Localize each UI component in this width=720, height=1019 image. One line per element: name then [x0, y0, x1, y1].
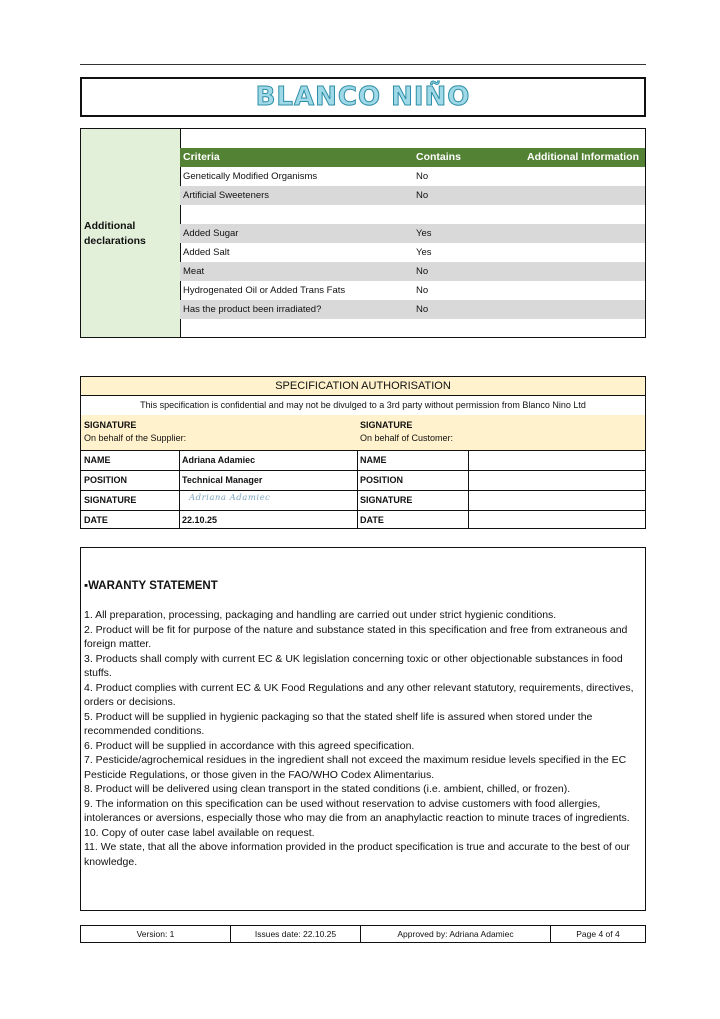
table-row — [180, 300, 645, 319]
contains-cell: No — [416, 190, 429, 201]
criteria-cell: Meat — [183, 266, 205, 277]
contains-cell: No — [416, 304, 429, 315]
customer-signature-subheading: On behalf of Customer: — [360, 433, 454, 443]
customer-position-label: POSITION — [360, 475, 404, 485]
declarations-table — [80, 128, 646, 338]
table-row — [180, 205, 645, 224]
list-item: 7. Pesticide/agrochemical residues in the ingredient shall not exceed the maximum residue levels specified in the EC Pesticide Regulations, or those given in the FAO/WHO Codex Alimentarius. — [84, 754, 627, 781]
table-row — [180, 262, 645, 281]
customer-name-label: NAME — [360, 455, 387, 465]
supplier-signature-header — [81, 415, 358, 451]
grid-divider — [468, 451, 469, 529]
criteria-cell: Genetically Modified Organisms — [183, 171, 318, 182]
contains-cell: No — [416, 171, 429, 182]
supplier-signature-label: SIGNATURE — [84, 495, 137, 505]
customer-signature-field[interactable] — [468, 491, 645, 510]
criteria-header: Criteria — [183, 151, 220, 163]
date-row — [81, 511, 645, 530]
customer-signature-header — [357, 415, 645, 451]
table-row — [180, 224, 645, 243]
table-row — [180, 243, 645, 262]
position-row — [81, 471, 645, 491]
grid-divider — [179, 451, 180, 529]
customer-signature-heading: SIGNATURE — [360, 420, 413, 430]
supplier-signature-heading: SIGNATURE — [84, 420, 137, 430]
authorisation-table — [80, 376, 646, 529]
customer-name-field[interactable] — [468, 451, 645, 470]
footer-approved-by: Approved by: Adriana Adamiec — [360, 926, 550, 942]
supplier-date-value: 22.10.25 — [182, 515, 218, 525]
supplier-position-label: POSITION — [84, 475, 128, 485]
supplier-signature-value — [179, 491, 357, 510]
customer-signature-label: SIGNATURE — [360, 495, 413, 505]
list-item: 10. Copy of outer case label available on request. — [84, 826, 315, 839]
contains-cell: Yes — [416, 247, 432, 258]
brand-logo: BLANCO NIÑO — [255, 82, 471, 112]
supplier-name-label: NAME — [84, 455, 111, 465]
footer-issue-date: Issues date: 22.10.25 — [230, 926, 360, 942]
contains-cell: No — [416, 285, 429, 296]
supplier-date-label: DATE — [84, 515, 108, 525]
contains-cell: Yes — [416, 228, 432, 239]
handwritten-signature: Adriana Adamiec — [189, 493, 271, 503]
logo-banner — [80, 77, 646, 117]
contains-header: Contains — [416, 151, 461, 163]
info-header: Additional Information — [527, 151, 639, 163]
list-item: 9. The information on this specification can be used without reservation to advise customers with food allergies, intolerances or aversions, especially those who may die from an anaphylactic reaction to minute traces of ingredients. — [84, 797, 630, 824]
grid-divider — [357, 451, 358, 529]
page-footer — [80, 925, 646, 943]
criteria-header-row — [180, 148, 645, 167]
name-row — [81, 451, 645, 471]
footer-page-number: Page 4 of 4 — [550, 926, 645, 942]
table-row — [180, 186, 645, 205]
list-item: 3. Products shall comply with current EC & UK legislation concerning toxic or other objectionable substances in food stuffs. — [84, 652, 623, 679]
declarations-section-label: Additional declarations — [81, 129, 181, 337]
customer-date-label: DATE — [360, 515, 384, 525]
warranty-statement-box — [80, 547, 646, 911]
criteria-cell: Hydrogenated Oil or Added Trans Fats — [183, 285, 346, 296]
confidential-notice: This specification is confidential and may not be divulged to a 3rd party without permission from Blanco Nino Ltd — [81, 395, 645, 416]
top-rule — [80, 64, 646, 65]
list-item: 1. All preparation, processing, packaging and handling are carried out under strict hygienic conditions. — [84, 609, 557, 621]
criteria-cell: Artificial Sweeteners — [183, 190, 270, 201]
list-item: 11. We state, that all the above information provided in the product specification is true and accurate to the best of our knowledge. — [84, 841, 630, 868]
table-row — [180, 281, 645, 300]
authorisation-title: SPECIFICATION AUTHORISATION — [81, 377, 645, 396]
warranty-title: ▪WARANTY STATEMENT — [84, 580, 218, 592]
supplier-position-value: Technical Manager — [182, 475, 263, 485]
list-item: 2. Product will be fit for purpose of the nature and substance stated in this specification and free from extraneous and foreign matter. — [84, 623, 628, 650]
criteria-cell: Has the product been irradiated? — [183, 304, 322, 315]
list-item: 8. Product will be delivered using clean transport in the stated conditions (i.e. ambient, chilled, or frozen). — [84, 783, 571, 795]
supplier-name-value: Adriana Adamiec — [182, 455, 256, 465]
criteria-cell: Added Salt — [183, 247, 230, 258]
customer-position-field[interactable] — [468, 471, 645, 490]
supplier-signature-subheading: On behalf of the Supplier: — [84, 433, 187, 443]
list-item: 5. Product will be supplied in hygienic packaging so that the stated shelf life is assured when stored under the recommended conditions. — [84, 710, 593, 737]
customer-date-field[interactable] — [468, 511, 645, 530]
criteria-cell: Added Sugar — [183, 228, 239, 239]
table-row — [180, 167, 645, 186]
footer-version: Version: 1 — [136, 929, 175, 939]
warranty-list — [84, 608, 640, 869]
contains-cell: No — [416, 266, 429, 277]
list-item: 6. Product will be supplied in accordance with this agreed specification. — [84, 739, 415, 752]
list-item: 4. Product complies with current EC & UK Food Regulations and any other relevant statutory, requirements, directives, orders or decisions. — [84, 681, 634, 708]
signature-row — [81, 491, 645, 511]
